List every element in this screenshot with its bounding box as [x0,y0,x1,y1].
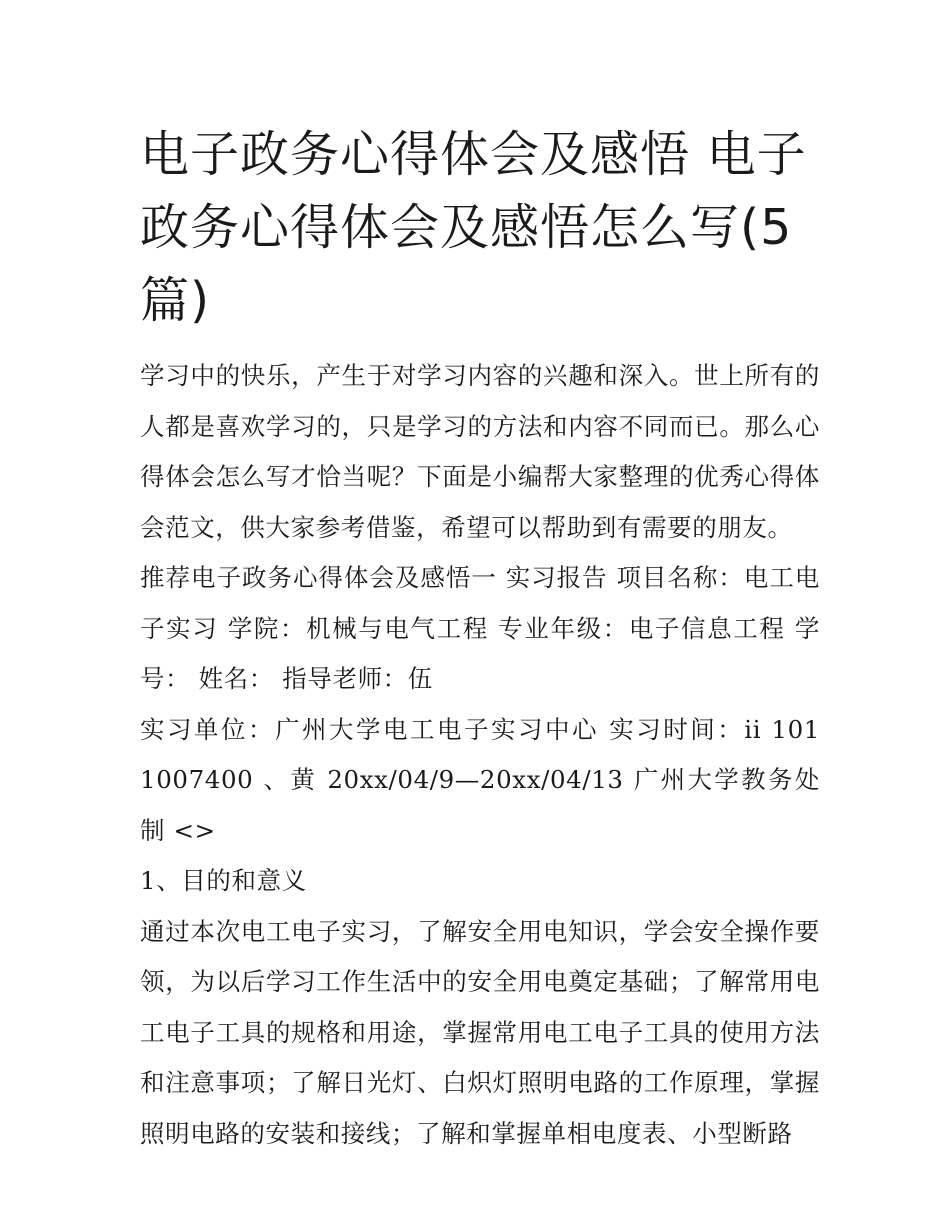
section-heading-purpose: 1、目的和意义 [140,866,307,895]
paragraph-purpose: 通过本次电工电子实习，了解安全用电知识，学会安全操作要领，为以后学习工作生活中的安全用电奠定基础；了解常用电工电子工具的规格和用途，掌握常用电工电子工具的使用方法和注意事项；了解日光灯、白炽灯照明电路的工作原理，掌握照明电路的安装和接线；了解和掌握单相电度表、小型断路 [140,916,820,1148]
document-page [140,118,820,1159]
document-body [140,351,820,1159]
paragraph-internship-unit: 实习单位：广州大学电工电子实习中心 实习时间：ii 101 1007400 、黄 20xx/04/9—20xx/04/13 广州大学教务处制 <> [140,714,820,845]
document-title: 电子政务心得体会及感悟 电子政务心得体会及感悟怎么写(5篇) [140,126,807,329]
paragraph-intro: 学习中的快乐，产生于对学习内容的兴趣和深入。世上所有的人都是喜欢学习的，只是学习的方法和内容不同而已。那么心得体会怎么写才恰当呢？下面是小编帮大家整理的优秀心得体会范文，供大家参考借鉴，希望可以帮助到有需要的朋友。 [140,361,820,542]
paragraph-report-info: 推荐电子政务心得体会及感悟一 实习报告 项目名称：电工电子实习 学院：机械与电气工程 专业年级：电子信息工程 学号： 姓名： 指导老师：伍 [140,563,820,693]
